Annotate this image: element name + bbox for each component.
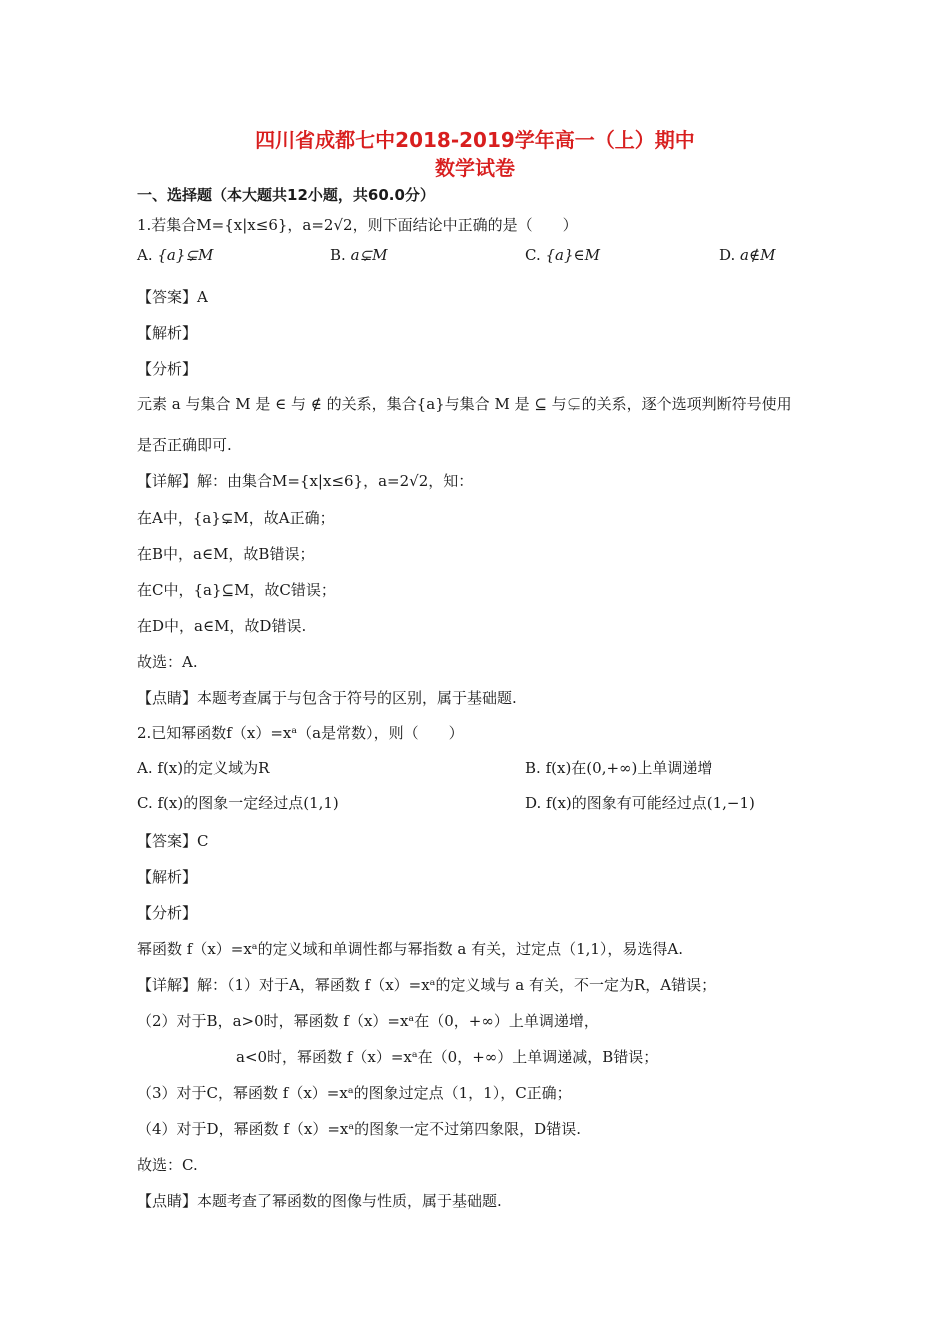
q2-option-b: B. f(x)在(0,+∞)上单调递增 — [525, 759, 713, 777]
q1-jiexi: 【解析】 — [137, 324, 198, 342]
q2-dianjing: 【点睛】本题考查了幂函数的图像与性质，属于基础题. — [137, 1192, 502, 1210]
q2-line-1: （2）对于B，a>0时，幂函数 f（x）=xᵃ在（0，+∞）上单调递增， — [137, 1012, 599, 1030]
q2-option-a: A. f(x)的定义域为R — [137, 759, 270, 777]
q1-detail: 【详解】解：由集合M={x|x≤6}，a=2√2，知： — [137, 472, 474, 490]
q1-option-a: A. {a}⊊M — [137, 246, 214, 264]
q1-dianjing: 【点睛】本题考查属于与包含于符号的区别，属于基础题. — [137, 689, 517, 707]
q1-fenxi-text-2: 是否正确即可. — [137, 436, 232, 454]
q1-option-c: C. {a}∈M — [525, 246, 600, 264]
q2-option-c: C. f(x)的图象一定经过点(1,1) — [137, 794, 339, 812]
section-heading: 一、选择题（本大题共12小题，共60.0分） — [137, 186, 435, 204]
q2-line-4: （4）对于D，幂函数 f（x）=xᵃ的图象一定不过第四象限，D错误. — [137, 1120, 581, 1138]
q1-choose: 故选：A. — [137, 653, 198, 671]
q1-line-d: 在D中，a∈M，故D错误. — [137, 617, 307, 635]
exam-title-line1: 四川省成都七中2018-2019学年高一（上）期中 — [255, 128, 695, 152]
q2-fenxi-text: 幂函数 f（x）=xᵃ的定义域和单调性都与幂指数 a 有关，过定点（1,1），易选得A. — [137, 940, 684, 958]
q2-detail: 【详解】解：（1）对于A，幂函数 f（x）=xᵃ的定义域与 a 有关，不一定为R，A错误； — [137, 976, 717, 994]
q1-answer: 【答案】A — [137, 288, 208, 306]
q2-line-2: a<0时，幂函数 f（x）=xᵃ在（0，+∞）上单调递减，B错误； — [236, 1048, 659, 1066]
q1-option-d: D. a∉M — [719, 246, 776, 264]
q1-fenxi: 【分析】 — [137, 360, 198, 378]
q2-fenxi: 【分析】 — [137, 904, 198, 922]
q1-line-a: 在A中，{a}⊊M，故A正确； — [137, 509, 335, 527]
exam-title-line2: 数学试卷 — [435, 156, 515, 180]
q1-stem: 1.若集合M={x|x≤6}，a=2√2，则下面结论中正确的是（ ） — [137, 216, 578, 234]
q1-line-c: 在C中，{a}⊆M，故C错误； — [137, 581, 336, 599]
q2-choose: 故选：C. — [137, 1156, 198, 1174]
q1-fenxi-text-1: 元素 a 与集合 M 是 ∈ 与 ∉ 的关系，集合{a}与集合 M 是 ⊆ 与⊊的关系，逐个选项判断符号使用 — [137, 395, 792, 413]
q1-line-b: 在B中，a∈M，故B错误； — [137, 545, 315, 563]
q1-option-b: B. a⊊M — [330, 246, 388, 264]
q2-option-d: D. f(x)的图象有可能经过点(1,−1) — [525, 794, 755, 812]
q2-jiexi: 【解析】 — [137, 868, 198, 886]
q2-stem: 2.已知幂函数f（x）=xᵃ（a是常数），则（ ） — [137, 724, 464, 742]
q2-answer: 【答案】C — [137, 832, 209, 850]
q2-line-3: （3）对于C，幂函数 f（x）=xᵃ的图象过定点（1，1），C正确； — [137, 1084, 572, 1102]
